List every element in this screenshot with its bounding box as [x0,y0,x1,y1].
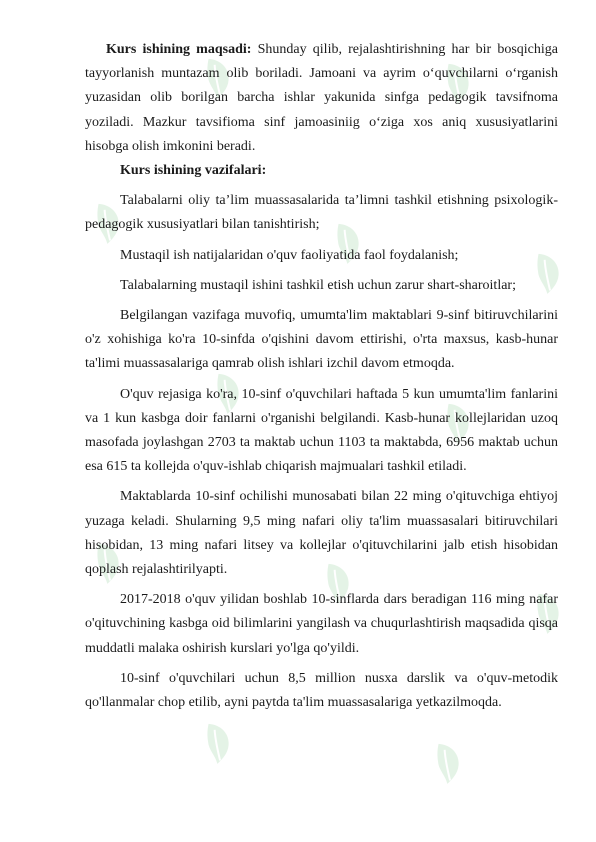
paragraph: Talabalarning mustaqil ishini tashkil etish uchun zarur shart-sharoitlar; [120,277,516,293]
intro-label: Kurs ishining maqsadi: [106,42,252,57]
watermark-logo-icon [192,715,241,769]
document-body [85,38,558,721]
paragraph: 2017-2018 o'quv yilidan boshlab 10-sinflarda dars beradigan 116 ming nafar o'qituvchining kasbga oid bilimlarini yangilash va chuqurlashtirish maqsadida qisqa muddatli malaka oshirish kurslari yo'lga qo'yildi. [85,592,558,656]
tasks-heading: Kurs ishining vazifalari: [120,163,267,179]
intro-text: Shunday qilib, rejalashtirishning har bir bosqichiga tayyorlanish muntazam olib boriladi. Jamoani va ayrim o‘quvchilarni o‘rganish yuzasidan olib borilgan barcha ishlar yakunida sinfga pedagogik tavsifnoma yoziladi. Mazkur tavsifioma sinf jamoasiniig o‘ziga xos aniq xususiyatlarini hisobga olish imkonini beradi. [85,42,558,154]
paragraph: Belgilangan vazifaga muvofiq, umumta'lim maktablari 9-sinf bitiruvchilarini o'z xohishiga ko'ra 10-sinfda o'qishini davom ettirishi, o'rta maxsus, kasb-hunar ta'limi muassasalariga qamrab olish ishlari izchil davom etmoqda. [85,308,558,372]
paragraph: Maktablarda 10-sinf ochilishi munosabati bilan 22 ming o'qituvchiga ehtiyoj yuzaga keladi. Shularning 9,5 ming nafari oliy ta'lim muassasalari bitiruvchilari hisobidan, 13 ming nafari litsey va kollejlar o'qituvchilarini jalb etish hisobidan qoplash rejalashtirilyapti. [85,489,558,578]
intro-paragraph [85,38,558,159]
paragraph: Talabalarni oliy ta’lim muassasalarida ta’limni tashkil etishning psixologik-pedagogik xususiyatlari bilan tanishtirish; [85,193,558,233]
paragraph: O'quv rejasiga ko'ra, 10-sinf o'quvchilari haftada 5 kun umumta'lim fanlarini va 1 kun kasbga doir fanlarni o'rganishi belgilandi. Kasb-hunar kollejlaridan uzoq masofada joylashgan 2703 ta maktab uchun 1103 ta maktabda, 6956 maktab uchun esa 615 ta kollejda o'quv-ishlab chiqarish majmualari tashkil etiladi. [85,386,558,475]
watermark-logo-icon [422,735,471,789]
paragraph: 10-sinf o'quvchilari uchun 8,5 million nusxa darslik va o'quv-metodik qo'llanmalar chop etilib, ayni paytda ta'lim muassasalariga yetkazilmoqda. [85,670,558,711]
paragraph: Mustaqil ish natijalaridan o'quv faoliyatida faol foydalanish; [120,247,459,263]
